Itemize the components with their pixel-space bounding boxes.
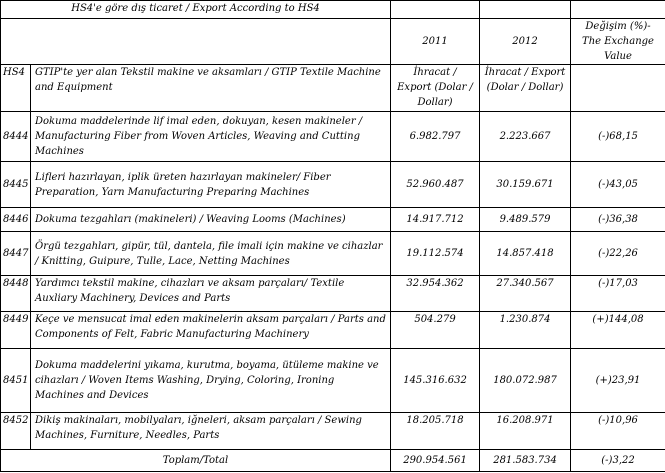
column-header-row — [1, 65, 665, 112]
export-2012-header: İhracat / Export (Dolar / Dollar) — [480, 65, 571, 112]
export-2011-value: 18.205.718 — [391, 413, 480, 450]
total-change-value: (-)3,22 — [571, 450, 665, 472]
table-row — [1, 276, 665, 312]
table-row — [1, 112, 665, 162]
item-description: Örgü tezgahları, gipür, tül, dantela, file imali için makine ve cihazlar / Knitting, Guipure, Tulle, Lace, Netting Machines — [31, 232, 391, 276]
item-description: Dokuma maddelerini yıkama, kurutma, boyama, ütüleme makine ve cihazları / Woven Items Washing, Drying, Coloring, Ironing Machines and Devices — [31, 349, 391, 413]
table-row — [1, 162, 665, 208]
description-header: GTIP'te yer alan Tekstil makine ve aksamları / GTIP Textile Machine and Equipment — [31, 65, 391, 112]
change-value: (-)68,15 — [571, 112, 665, 162]
year-row — [1, 19, 665, 65]
export-2011-value: 52.960.487 — [391, 162, 480, 208]
hs-code: 8445 — [1, 162, 31, 208]
total-2011-value: 290.954.561 — [391, 450, 480, 472]
change-value: (-)43,05 — [571, 162, 665, 208]
table-title: HS4'e göre dış ticaret / Export According to HS4 — [1, 1, 391, 19]
change-value: (-)22,26 — [571, 232, 665, 276]
hs-code: 8452 — [1, 413, 31, 450]
change-value: (-)17,03 — [571, 276, 665, 312]
export-2012-value: 180.072.987 — [480, 349, 571, 413]
item-description: Lifleri hazırlayan, iplik üreten hazırlayan makineler/ Fiber Preparation, Yarn Manufacturing Preparing Machines — [31, 162, 391, 208]
table-row — [1, 208, 665, 232]
hs-code: 8448 — [1, 276, 31, 312]
total-row — [1, 450, 665, 472]
change-value: (-)10,96 — [571, 413, 665, 450]
item-description: Dikiş makinaları, mobilyaları, iğneleri, aksam parçaları / Sewing Machines, Furniture, Needles, Parts — [31, 413, 391, 450]
item-description: Dokuma tezgahları (makineleri) / Weaving Looms (Machines) — [31, 208, 391, 232]
title-row — [1, 1, 665, 19]
export-2011-value: 19.112.574 — [391, 232, 480, 276]
table-row — [1, 312, 665, 349]
table-row — [1, 349, 665, 413]
export-2011-value: 14.917.712 — [391, 208, 480, 232]
export-2011-value: 6.982.797 — [391, 112, 480, 162]
change-value: (+)144,08 — [571, 312, 665, 349]
export-2012-value: 30.159.671 — [480, 162, 571, 208]
total-2012-value: 281.583.734 — [480, 450, 571, 472]
hs-code: 8449 — [1, 312, 31, 349]
year-2012: 2012 — [480, 19, 571, 65]
export-2011-header: İhracat / Export (Dolar / Dollar) — [391, 65, 480, 112]
export-2011-value: 504.279 — [391, 312, 480, 349]
item-description: Dokuma maddelerinde lif imal eden, dokuyan, kesen makineler / Manufacturing Fiber from Woven Articles, Weaving and Cutting Machines — [31, 112, 391, 162]
table-row — [1, 413, 665, 450]
export-2011-value: 32.954.362 — [391, 276, 480, 312]
export-2012-value: 2.223.667 — [480, 112, 571, 162]
table-row — [1, 232, 665, 276]
export-2012-value: 9.489.579 — [480, 208, 571, 232]
export-2011-value: 145.316.632 — [391, 349, 480, 413]
total-label: Toplam/Total — [1, 450, 391, 472]
export-2012-value: 1.230.874 — [480, 312, 571, 349]
item-description: Yardımcı tekstil makine, cihazları ve aksam parçaları/ Textile Auxliary Machinery, Devices and Parts — [31, 276, 391, 312]
item-description: Keçe ve mensucat imal eden makinelerin aksam parçaları / Parts and Components of Felt, Fabric Manufacturing Machinery — [31, 312, 391, 349]
export-2012-value: 27.340.567 — [480, 276, 571, 312]
hs-code: 8444 — [1, 112, 31, 162]
code-header: HS4 — [1, 65, 31, 112]
change-value: (-)36,38 — [571, 208, 665, 232]
year-2011: 2011 — [391, 19, 480, 65]
change-value: (+)23,91 — [571, 349, 665, 413]
hs-code: 8446 — [1, 208, 31, 232]
hs-code: 8451 — [1, 349, 31, 413]
hs-code: 8447 — [1, 232, 31, 276]
change-header: Değişim (%)- The Exchange Value — [571, 19, 665, 65]
export-2012-value: 16.208.971 — [480, 413, 571, 450]
export-2012-value: 14.857.418 — [480, 232, 571, 276]
